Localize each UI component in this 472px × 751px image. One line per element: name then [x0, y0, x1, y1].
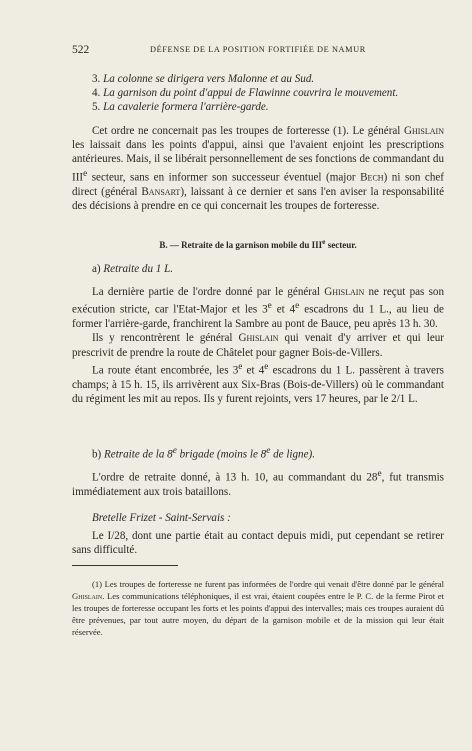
- page-header: [72, 44, 444, 58]
- footnote-text: (1) Les troupes de forteresse ne furent pas informées de l'ordre qui venait d'être donné par le général Ghislain. Les communications téléphoniques, il est vrai, étaient coupées entre le P. C. de la ferme Pirot et les troupes de forteresse occupant les forts et les points d'appui des intervalles; mais ces troupes auraient dû être prévenues, par tout autre moyen, du départ de la garnison mobile et de la mission qui leur était réservée.: [72, 579, 444, 637]
- paragraph: Le I/28, dont une partie était au contact depuis midi, put cependant se retirer sans difficulté.: [72, 530, 444, 557]
- subheading-b: b) Retraite de la 8e brigade (moins le 8e de ligne).: [92, 446, 315, 461]
- page-number: 522: [72, 44, 90, 56]
- order-list: [72, 72, 444, 115]
- footnote: [72, 578, 444, 638]
- paragraph: L'ordre de retraite donné, à 13 h. 10, au commandant du 28e, fut transmis immédiatement aux trois bataillons.: [72, 469, 444, 498]
- paragraph: Cet ordre ne concernait pas les troupes de forteresse (1). Le général Ghislain les laissait dans les points d'appui, ainsi que l'avaient enjoint les prescriptions antérieures. Mais, il se libérait personnellement de ses fonctions de commandant du IIIe secteur, sans en informer son successeur éventuel (major Bech) ni son chef direct (général Bansart), laissant à ce dernier et sans l'en aviser la responsabilité des décisions à prendre en ce qui concernait les troupes de forteresse.: [72, 125, 445, 212]
- section-a-text: [72, 285, 444, 406]
- list-item: 5. La cavalerie formera l'arrière-garde.: [92, 101, 269, 114]
- paragraph-ordre: [72, 124, 444, 213]
- running-title: DÉFENSE DE LA POSITION FORTIFIÉE DE NAMUR: [150, 45, 366, 54]
- paragraph: Ils y rencontrèrent le général Ghislain qui venait d'y arriver et qui leur prescrivit de prendre la route de Châtelet pour gagner Bois-de-Villers.: [72, 332, 444, 359]
- list-item: 3. La colonne se dirigera vers Malonne et au Sud.: [92, 73, 315, 85]
- section-b-text: [72, 467, 444, 499]
- paragraph: La dernière partie de l'ordre donné par le général Ghislain ne reçut pas son exécution stricte, car l'Etat-Major et les 3e et 4e escadrons du 1 L., au lieu de former l'arrière-garde, franchirent la Sambre au pont de Bauce, peu après 13 h. 30.: [72, 286, 445, 331]
- footnote-rule: [72, 565, 178, 566]
- paragraph: La route étant encombrée, les 3e et 4e escadrons du 1 L. passèrent à travers champs; à 15 h. 15, ils arrivèrent aux Six-Bras (Bois-de-Villers) où le commandant du régiment les mit au repos. Ils y furent rejoints, vers 17 heures, par le 2/1 L.: [72, 361, 444, 405]
- section-heading: B. — Retraite de la garnison mobile du IIIe secteur.: [159, 237, 357, 250]
- subheading-bretelle: Bretelle Frizet - Saint-Servais :: [92, 512, 231, 524]
- section-bretelle-text: [72, 529, 444, 557]
- subheading-a: a) Retraite du 1 L.: [92, 263, 174, 275]
- list-item: 4. La garnison du point d'appui de Flawinne couvrira le mouvement.: [92, 87, 399, 100]
